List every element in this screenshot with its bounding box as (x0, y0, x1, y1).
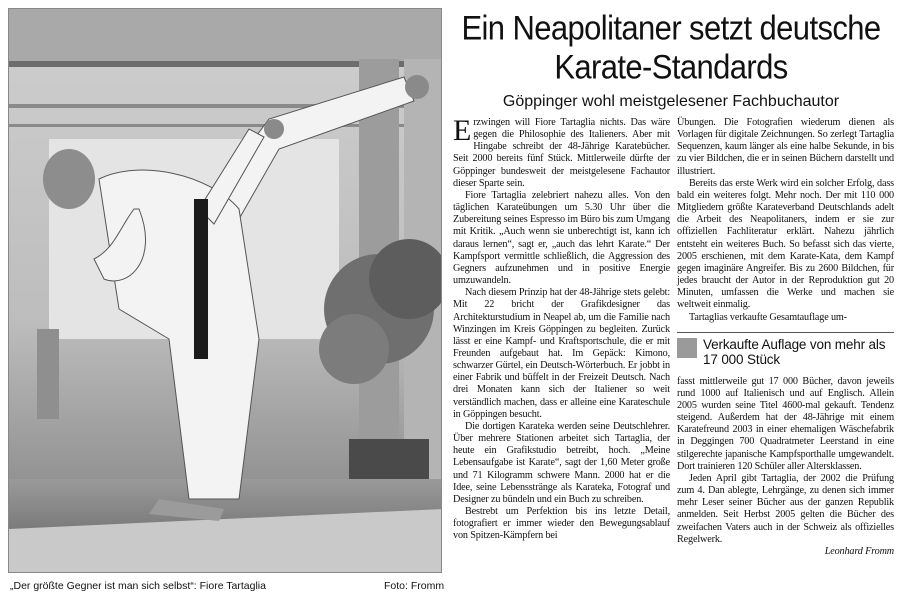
article-column-2 (677, 117, 894, 558)
article-paragraph: Tartaglias verkaufte Gesamtauflage um- (689, 311, 847, 323)
dropcap: E (453, 114, 472, 147)
article-paragraph: Die dortigen Karateka werden seine Deutschlehrer. Über mehrere Stationen arbeitet sich Tartaglia, der heute ein Grafikstudio betreibt, hoch. „Meine Lebensaufgabe ist Karate“, sagt der 1,60 Meter große und 71 Kilogramm schwere Mann. 2000 hat er die Idee, seine Lebensstränge als Karateka, Fotograf und Designer zu bündeln und ein Buch zu schreiben. (453, 420, 670, 505)
article-paragraph: Jeden April gibt Tartaglia, der 2002 die Prüfung zum 4. Dan ablegte, Lehrgänge, zu denen sich immer mehr Leser seiner Bücher aus der ganzen Republik anmelden. Seit Herbst 2005 gelten die Bücher des zweifachen Vaters auch in der Schweiz als offizielles Regelwerk. (677, 472, 894, 545)
photo-credit: Foto: Fromm (384, 580, 445, 592)
article-paragraph: fasst mittlerweile gut 17 000 Bücher, davon jeweils rund 1000 auf Italienisch und auf Englisch. Allein 2005 wurden seine Titel 4600-mal gekauft. Tendenz steigend. Außerdem hat der 48-Jährige mit einem Karatefreund 2003 in einer ehemaligen Wäschefabrik in Deggingen 700 Quadratmeter Leerstand in eine stilgerechte japanische Kampfsporthalle umgewandelt. Dort trainieren 120 Schüler aller Altersklassen. (677, 375, 894, 472)
article-headline: Ein Neapolitaner setzt deutsche Karate-Standards (461, 8, 881, 87)
article-paragraph: Fiore Tartaglia zelebriert nahezu alles. Von den täglichen Karateübungen um 5.30 Uhr über die Zubereitung seines Espresso im Büro bis zum Umgang mit Kritik. „Auch wenn sie unberechtigt ist, kann ich daraus lernen“, sagt er, „auch das lehrt Karate.“ Der Kampfsport vermittle schließlich, die Aggression des Gegners aufzunehmen und in positive Energie umzuwandeln. (453, 189, 670, 287)
article-paragraph: Bestrebt um Perfektion bis ins letzte Detail, fotografiert er immer wieder den Bewegungsablauf von Spitzen-Kämpfern bei (453, 506, 670, 542)
author-byline: Leonhard Fromm (824, 545, 894, 557)
article-paragraph: Bereits das erste Werk wird ein solcher Erfolg, dass bald ein weiteres folgt. Mehr noch. Der mit 110 000 Mitgliedern größte Karateverband Deutschlands adelt die Arbeit des Neapolitaners, indem er sie zur offiziellen Fachliteratur erklärt. Nahezu jährlich entsteht ein weiteres Buch. So befasst sich das vierte, 2005 erschienen, mit dem Karate-Kata, dem Kampf gegen imaginäre Angreifer. Bis zu 2600 Bildchen, für jedes braucht der Autor in der Reproduktion gut 20 Minuten, umfassen die Werke und machen sie weltweit einmalig. (677, 177, 894, 311)
photo-caption: „Der größte Gegner ist man sich selbst“: Fiore Tartaglia (10, 580, 266, 592)
article-paragraph: Übungen. Die Fotografien wiederum dienen als Vorlagen für digitale Zeichnungen. So zerlegt Tartaglia Sequenzen, kaum länger als eine halbe Sekunde, in bis zu vier Bildchen, die er in seinen Büchern darstellt und illustriert. (677, 117, 894, 177)
pull-quote-marker (677, 338, 697, 358)
article-paragraph: Nach diesem Prinzip hat der 48-Jährige stets gelebt: Mit 22 bricht der Grafikdesigner das Architekturstudium in Neapel ab, um die Familie nach Winzingen im Kreis Göppingen zu begleiten. Zurück lässt er eine Kampf- und Kraftsportschule, die er mit Freunden aufgebaut hat. Im Gepäck: Kimono, schwarzer Gürtel, ein Deutsch-Wörterbuch. Er jobbt in einer Fabrik und büffelt in der Freizeit Deutsch. Nach drei Monaten kann sich der Italiener so weit verständlich machen, dass er alleine eine Karateschule in Göppingen besucht. (453, 287, 670, 420)
article-subheadline: Göppinger wohl meistgelesener Fachbuchautor (502, 93, 840, 110)
article-paragraph: Erzwingen will Fiore Tartaglia nichts. Das wäre gegen die Philosophie des Italieners. Aber mit Hingabe schreibt der 48-Jährige Karatebücher. Seit 2000 bereits fünf Stück. Mittlerweile dürfte der Göppinger bundesweit der meistgelesene Fachautor dieser Sparte sein. (453, 114, 670, 189)
article-column-1 (453, 114, 670, 542)
pull-quote (677, 332, 894, 367)
pull-quote-text: Verkaufte Auflage von mehr als 17 000 Stück (703, 336, 886, 367)
karate-photo (8, 8, 442, 573)
